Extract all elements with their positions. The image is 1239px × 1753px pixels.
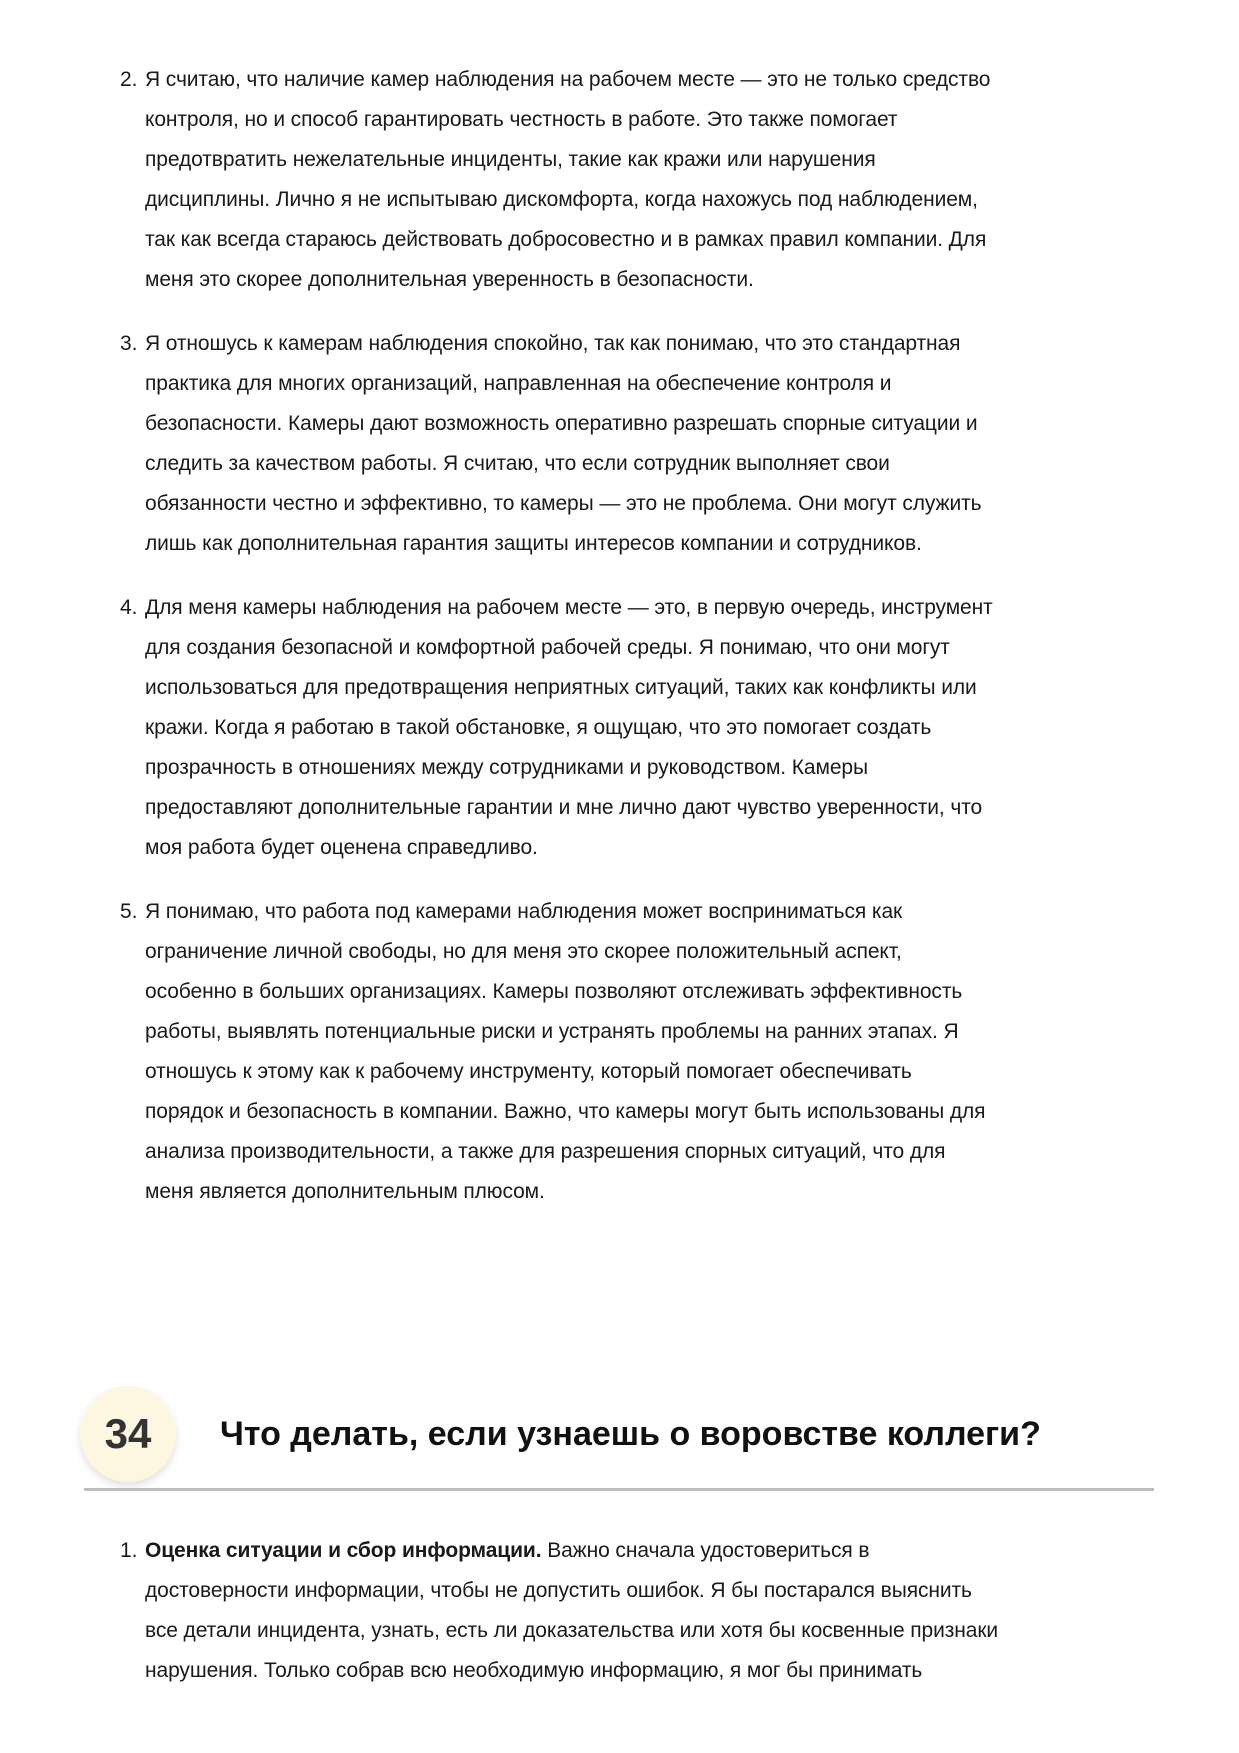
text-line: лишь как дополнительная гарантия защиты интересов компании и сотрудников.: [145, 532, 922, 555]
text-line: моя работа будет оценена справедливо.: [145, 836, 538, 859]
answer-item-5: [120, 892, 1160, 1212]
text-line: все детали инцидента, узнать, есть ли доказательства или хотя бы косвенные признаки: [145, 1619, 999, 1642]
list-number: 4.: [120, 596, 138, 619]
text-line: [145, 1531, 1160, 1571]
text-fragment: Важно сначала удостовериться в: [541, 1539, 870, 1562]
text-line: контроля, но и способ гарантировать честность в работе. Это также помогает: [145, 108, 898, 131]
text-line: для создания безопасной и комфортной рабочей среды. Я понимаю, что они могут: [145, 636, 950, 659]
text-line: предоставляют дополнительные гарантии и мне лично дают чувство уверенности, что: [145, 796, 983, 819]
text-line: так как всегда стараюсь действовать добросовестно и в рамках правил компании. Для: [145, 228, 987, 251]
section-divider: [84, 1488, 1154, 1491]
text-line: Я считаю, что наличие камер наблюдения на рабочем месте — это не только средство: [145, 68, 991, 91]
text-line: дисциплины. Лично я не испытываю дискомфорта, когда нахожусь под наблюдением,: [145, 188, 978, 211]
section-title: Что делать, если узнаешь о воровстве коллеги?: [220, 1415, 1041, 1453]
text-line: работы, выявлять потенциальные риски и устранять проблемы на ранних этапах. Я: [145, 1020, 959, 1043]
text-line: Я понимаю, что работа под камерами наблюдения может восприниматься как: [145, 900, 903, 923]
bold-lead: Оценка ситуации и сбор информации.: [145, 1539, 542, 1562]
answer-item-2: [120, 60, 1160, 300]
text-line: предотвратить нежелательные инциденты, такие как кражи или нарушения: [145, 148, 876, 171]
text-line: Для меня камеры наблюдения на рабочем месте — это, в первую очередь, инструмент: [145, 596, 993, 619]
list-number: 1.: [120, 1539, 138, 1562]
text-line: безопасности. Камеры дают возможность оперативно разрешать спорные ситуации и: [145, 412, 978, 435]
text-line: отношусь к этому как к рабочему инструменту, который помогает обеспечивать: [145, 1060, 912, 1083]
text-line: кражи. Когда я работаю в такой обстановке, я ощущаю, что это помогает создать: [145, 716, 932, 739]
text-line: меня это скорее дополнительная уверенность в безопасности.: [145, 268, 754, 291]
text-line: нарушения. Только собрав всю необходимую информацию, я мог бы принимать: [145, 1659, 923, 1682]
text-line: меня является дополнительным плюсом.: [145, 1180, 545, 1203]
text-line: обязанности честно и эффективно, то камеры — это не проблема. Они могут служить: [145, 492, 982, 515]
answer-item-1: [120, 1531, 1160, 1691]
text-line: анализа производительности, а также для разрешения спорных ситуаций, что для: [145, 1140, 946, 1163]
text-line: порядок и безопасность в компании. Важно, что камеры могут быть использованы для: [145, 1100, 986, 1123]
list-number: 2.: [120, 68, 138, 91]
section-number-badge: 34: [80, 1386, 176, 1482]
text-line: следить за качеством работы. Я считаю, что если сотрудник выполняет свои: [145, 452, 890, 475]
answer-item-4: [120, 588, 1160, 868]
text-line: ограничение личной свободы, но для меня это скорее положительный аспект,: [145, 940, 902, 963]
text-line: достоверности информации, чтобы не допустить ошибок. Я бы постарался выяснить: [145, 1579, 972, 1602]
text-line: прозрачность в отношениях между сотрудниками и руководством. Камеры: [145, 756, 868, 779]
text-line: Я отношусь к камерам наблюдения спокойно, так как понимаю, что это стандартная: [145, 332, 961, 355]
list-number: 3.: [120, 332, 138, 355]
text-line: особенно в больших организациях. Камеры позволяют отслеживать эффективность: [145, 980, 963, 1003]
list-number: 5.: [120, 900, 138, 923]
answer-item-3: [120, 324, 1160, 564]
text-line: практика для многих организаций, направленная на обеспечение контроля и: [145, 372, 892, 395]
text-line: использоваться для предотвращения неприятных ситуаций, таких как конфликты или: [145, 676, 977, 699]
